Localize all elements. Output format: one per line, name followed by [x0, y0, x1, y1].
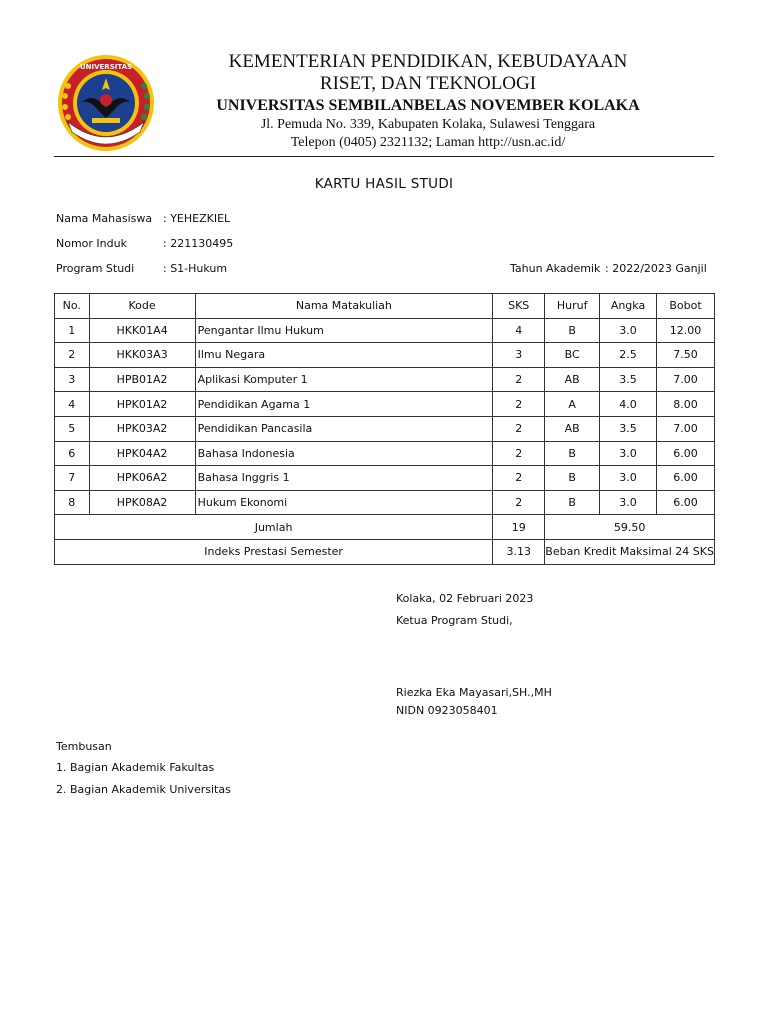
student-name-label: Nama Mahasiswa	[56, 212, 153, 225]
cell-no: 4	[55, 392, 90, 417]
tembusan-title: Tembusan	[56, 740, 112, 753]
table-header-row	[55, 294, 715, 319]
total-row	[55, 515, 715, 540]
cell-sks: 2	[493, 392, 545, 417]
header-huruf: Huruf	[545, 294, 600, 319]
cell-kode: HPK01A2	[89, 392, 195, 417]
cell-nama-matakuliah: Pendidikan Pancasila	[195, 416, 493, 441]
cell-bobot: 6.00	[656, 490, 714, 515]
cell-kode: HKK01A4	[89, 318, 195, 343]
cell-nama-matakuliah: Hukum Ekonomi	[195, 490, 493, 515]
signatory-name: Riezka Eka Mayasari,SH.,MH	[396, 686, 552, 699]
cell-angka: 3.0	[600, 490, 657, 515]
cell-angka: 3.0	[600, 318, 657, 343]
table-row	[55, 392, 715, 417]
cell-no: 2	[55, 343, 90, 368]
header-no: No.	[55, 294, 90, 319]
header-divider	[54, 156, 714, 157]
signatory-position: Ketua Program Studi,	[396, 614, 513, 627]
cell-sks: 4	[493, 318, 545, 343]
tembusan-item: 2. Bagian Akademik Universitas	[56, 783, 231, 796]
cell-huruf: B	[545, 441, 600, 466]
cell-huruf: A	[545, 392, 600, 417]
place-date: Kolaka, 02 Februari 2023	[396, 592, 534, 605]
cell-nama-matakuliah: Ilmu Negara	[195, 343, 493, 368]
cell-no: 1	[55, 318, 90, 343]
cell-sks: 2	[493, 416, 545, 441]
cell-nama-matakuliah: Bahasa Inggris 1	[195, 466, 493, 491]
total-label: Jumlah	[55, 515, 493, 540]
cell-bobot: 6.00	[656, 466, 714, 491]
cell-no: 3	[55, 367, 90, 392]
academic-year-label: Tahun Akademik	[510, 262, 601, 275]
cell-nama-matakuliah: Pendidikan Agama 1	[195, 392, 493, 417]
total-sks: 19	[493, 515, 545, 540]
cell-kode: HPK08A2	[89, 490, 195, 515]
header-sks: SKS	[493, 294, 545, 319]
max-credit-load: Beban Kredit Maksimal 24 SKS	[545, 539, 715, 564]
document-title: KARTU HASIL STUDI	[314, 176, 454, 192]
table-row	[55, 343, 715, 368]
ministry-line-2: RISET, DAN TEKNOLOGI	[319, 73, 537, 94]
university-contact: Telepon (0405) 2321132; Laman http://usn.ac.id/	[290, 135, 566, 150]
header-bobot: Bobot	[656, 294, 714, 319]
cell-bobot: 7.00	[656, 367, 714, 392]
cell-huruf: AB	[545, 367, 600, 392]
header-angka: Angka	[600, 294, 657, 319]
cell-kode: HPK04A2	[89, 441, 195, 466]
cell-sks: 2	[493, 441, 545, 466]
cell-angka: 3.0	[600, 466, 657, 491]
cell-no: 8	[55, 490, 90, 515]
header-kode: Kode	[89, 294, 195, 319]
university-name: UNIVERSITAS SEMBILANBELAS NOVEMBER KOLAKA	[216, 97, 640, 114]
logo-text: UNIVERSITAS	[79, 63, 133, 71]
table-row	[55, 466, 715, 491]
cell-huruf: B	[545, 466, 600, 491]
cell-angka: 3.0	[600, 441, 657, 466]
table-row	[55, 441, 715, 466]
study-program-label: Program Studi	[56, 262, 135, 275]
table-row	[55, 367, 715, 392]
ips-label: Indeks Prestasi Semester	[55, 539, 493, 564]
university-address: Jl. Pemuda No. 339, Kabupaten Kolaka, Sulawesi Tenggara	[260, 117, 596, 132]
cell-huruf: B	[545, 318, 600, 343]
student-nim-label: Nomor Induk	[56, 237, 127, 250]
cell-angka: 2.5	[600, 343, 657, 368]
cell-huruf: B	[545, 490, 600, 515]
cell-no: 7	[55, 466, 90, 491]
cell-nama-matakuliah: Bahasa Indonesia	[195, 441, 493, 466]
cell-sks: 2	[493, 367, 545, 392]
ips-value: 3.13	[493, 539, 545, 564]
student-name-value: : YEHEZKIEL	[163, 212, 231, 225]
cell-bobot: 12.00	[656, 318, 714, 343]
student-nim-value: : 221130495	[163, 237, 234, 250]
university-logo	[52, 52, 160, 154]
cell-nama-matakuliah: Aplikasi Komputer 1	[195, 367, 493, 392]
cell-angka: 4.0	[600, 392, 657, 417]
cell-bobot: 6.00	[656, 441, 714, 466]
ministry-line-1: KEMENTERIAN PENDIDIKAN, KEBUDAYAAN	[228, 51, 628, 72]
cell-angka: 3.5	[600, 367, 657, 392]
cell-huruf: AB	[545, 416, 600, 441]
grades-table	[54, 293, 715, 565]
cell-sks: 2	[493, 490, 545, 515]
cell-no: 5	[55, 416, 90, 441]
header-nama-matakuliah: Nama Matakuliah	[195, 294, 493, 319]
cell-angka: 3.5	[600, 416, 657, 441]
cell-bobot: 7.50	[656, 343, 714, 368]
table-row	[55, 490, 715, 515]
table-row	[55, 416, 715, 441]
total-bobot: 59.50	[545, 515, 715, 540]
academic-year-value: : 2022/2023 Ganjil	[605, 262, 707, 275]
cell-sks: 3	[493, 343, 545, 368]
cell-kode: HKK03A3	[89, 343, 195, 368]
cell-bobot: 7.00	[656, 416, 714, 441]
cell-sks: 2	[493, 466, 545, 491]
cell-nama-matakuliah: Pengantar Ilmu Hukum	[195, 318, 493, 343]
cell-kode: HPB01A2	[89, 367, 195, 392]
study-program-value: : S1-Hukum	[163, 262, 228, 275]
cell-kode: HPK03A2	[89, 416, 195, 441]
cell-huruf: BC	[545, 343, 600, 368]
ips-row	[55, 539, 715, 564]
cell-no: 6	[55, 441, 90, 466]
tembusan-item: 1. Bagian Akademik Fakultas	[56, 761, 215, 774]
signatory-nidn: NIDN 0923058401	[396, 704, 498, 717]
cell-kode: HPK06A2	[89, 466, 195, 491]
table-row	[55, 318, 715, 343]
cell-bobot: 8.00	[656, 392, 714, 417]
